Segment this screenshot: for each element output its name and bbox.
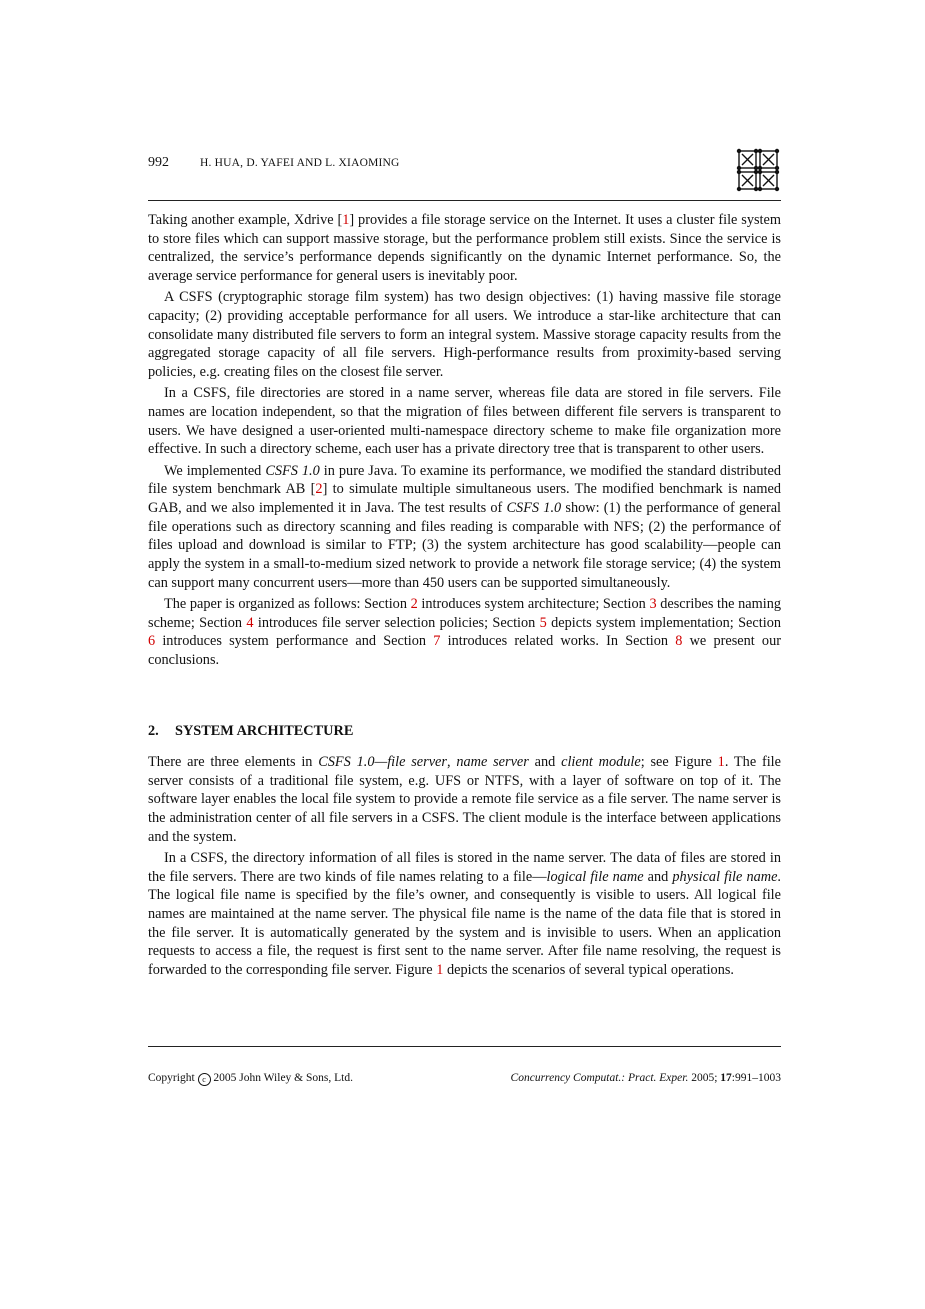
running-authors: H. HUA, D. YAFEI AND L. XIAOMING	[200, 157, 400, 169]
text: and	[643, 868, 673, 885]
text: . The logical file name is specified by the file’s owner, and consequently is visible to users. All logical file names are maintained at the name server. The physical file name is the name of the data file that is stored in the file server. It is automatically generated by the system and is invisible to users. When an application requests to access a file, the request is first sent to the name server. After file name resolving, the request is forwarded to the corresponding file server. Figure	[148, 868, 781, 979]
running-header	[148, 150, 781, 201]
text: introduces system architecture; Section	[417, 596, 650, 613]
text: :991–1003	[731, 1072, 781, 1084]
text-italic: logical file name	[546, 868, 644, 885]
paragraph-name-server: In a CSFS, file directories are stored in a name server, whereas file data are stored in file servers. File names are location independent, so that the migration of files between different file servers is transparent to users. We have designed a user-oriented multi-namespace directory scheme to make file organization more effective. In such a directory scheme, each user has a private directory tree that is transparent to other users.	[148, 385, 781, 458]
section-link[interactable]: 4	[246, 614, 254, 631]
text: ,	[446, 753, 457, 770]
paragraph-three-elements	[148, 753, 781, 847]
text-italic: name server	[456, 753, 529, 770]
text: and	[528, 753, 562, 770]
section-link[interactable]: 2	[410, 596, 418, 613]
text: describes the naming scheme; Section	[148, 596, 781, 631]
citation-link[interactable]: 1	[342, 212, 350, 228]
figure-link[interactable]: 1	[436, 962, 444, 979]
journal-logo-icon	[735, 147, 781, 193]
text: in pure Java. To examine its performance, we modified the standard distributed file system benchmark AB [	[148, 462, 781, 498]
text: ] provides a file storage service on the Internet. It uses a cluster file system to store files which can support massive storage, but the performance problem still exists. Since the service is centralized, the service’s performance depends significantly on the dynamic Internet performance. So, the average service performance for general users is inevitably poor.	[148, 212, 781, 285]
text-italic: CSFS 1.0—file server	[318, 753, 447, 770]
journal-citation	[511, 1072, 781, 1084]
section-title: SYSTEM ARCHITECTURE	[175, 722, 354, 739]
text: we present our conclusions.	[148, 633, 781, 669]
text: ; see Figure	[640, 753, 718, 770]
section-number: 2.	[148, 722, 159, 739]
copyright	[148, 1072, 353, 1086]
section2-body	[148, 753, 781, 980]
section-link[interactable]: 7	[433, 633, 441, 650]
paragraph-directory-info	[148, 849, 781, 980]
text: depicts the scenarios of several typical operations.	[443, 962, 734, 979]
text: introduces related works. In Section	[440, 633, 676, 650]
text: introduces file server selection policies; Section	[253, 614, 540, 631]
section-heading	[148, 723, 781, 740]
text-italic: CSFS 1.0	[506, 500, 562, 517]
section-link[interactable]: 3	[649, 596, 657, 613]
text: We implemented	[164, 462, 266, 479]
citation-link[interactable]: 2	[315, 481, 323, 498]
text: depicts system implementation; Section	[546, 614, 781, 631]
page-number: 992	[148, 155, 169, 170]
text-italic: CSFS 1.0	[265, 462, 320, 479]
figure-link[interactable]: 1	[717, 753, 725, 770]
page-footer	[148, 1046, 781, 1084]
text: The paper is organized as follows: Section	[164, 596, 411, 613]
section-link[interactable]: 8	[675, 633, 683, 650]
text-italic: client module	[561, 753, 641, 770]
text: Taking another example, Xdrive [	[148, 212, 343, 228]
text: In a CSFS, the directory information of all files is stored in the name server. The data of files are stored in the file servers. There are two kinds of file names relating to a file—	[148, 849, 781, 885]
text-italic: physical file name	[672, 868, 778, 885]
text: Copyright	[148, 1072, 198, 1084]
section-link[interactable]: 6	[148, 633, 156, 650]
journal-volume: 17	[720, 1072, 732, 1084]
text: 2005 John Wiley & Sons, Ltd.	[210, 1072, 353, 1084]
text: 2005;	[688, 1072, 721, 1084]
text: introduces system performance and Section	[155, 633, 434, 650]
text: ] to simulate multiple simultaneous users. The modified benchmark is named GAB, and we also implemented it in Java. The test results of	[148, 481, 781, 517]
paragraph-organization	[148, 595, 781, 670]
paragraph-xdrive	[148, 211, 781, 286]
section-link[interactable]: 5	[539, 614, 547, 631]
text: show: (1) the performance of general file operations such as directory scanning and files reading is comparable with NFS; (2) the performance of files upload and download is similar to FTP; (3) the system architecture has good scalability—people can apply the system in a small-to-medium sized network to provide a network file storage service; (4) the system can support many concurrent users—more than 450 users can be supported simultaneously.	[148, 500, 782, 591]
copyright-symbol: c	[198, 1073, 211, 1086]
text: There are three elements in	[148, 753, 319, 770]
text: . The file server consists of a traditional file system, e.g. UFS or NTFS, with a layer of software on top of it. The software layer enables the local file system to provide a remote file service as a file server. The name server is the administration center of all file servers in a CSFS. The client module is the interface between applications and the system.	[148, 753, 782, 845]
paragraph-implementation	[148, 462, 781, 593]
journal-name: Concurrency Computat.: Pract. Exper.	[510, 1072, 689, 1084]
page	[148, 150, 781, 982]
paragraph-design-objectives: A CSFS (cryptographic storage film system) has two design objectives: (1) having massive file storage capacity; (2) providing acceptable performance for all users. We introduce a star-like architecture that can consolidate many distributed file servers to form an integral system. Massive storage capacity results from the aggregated storage capacity of all file servers. High-performance results from proximity-based serving policies, e.g. creating files on the closest file server.	[148, 289, 781, 381]
intro-body	[148, 211, 781, 670]
